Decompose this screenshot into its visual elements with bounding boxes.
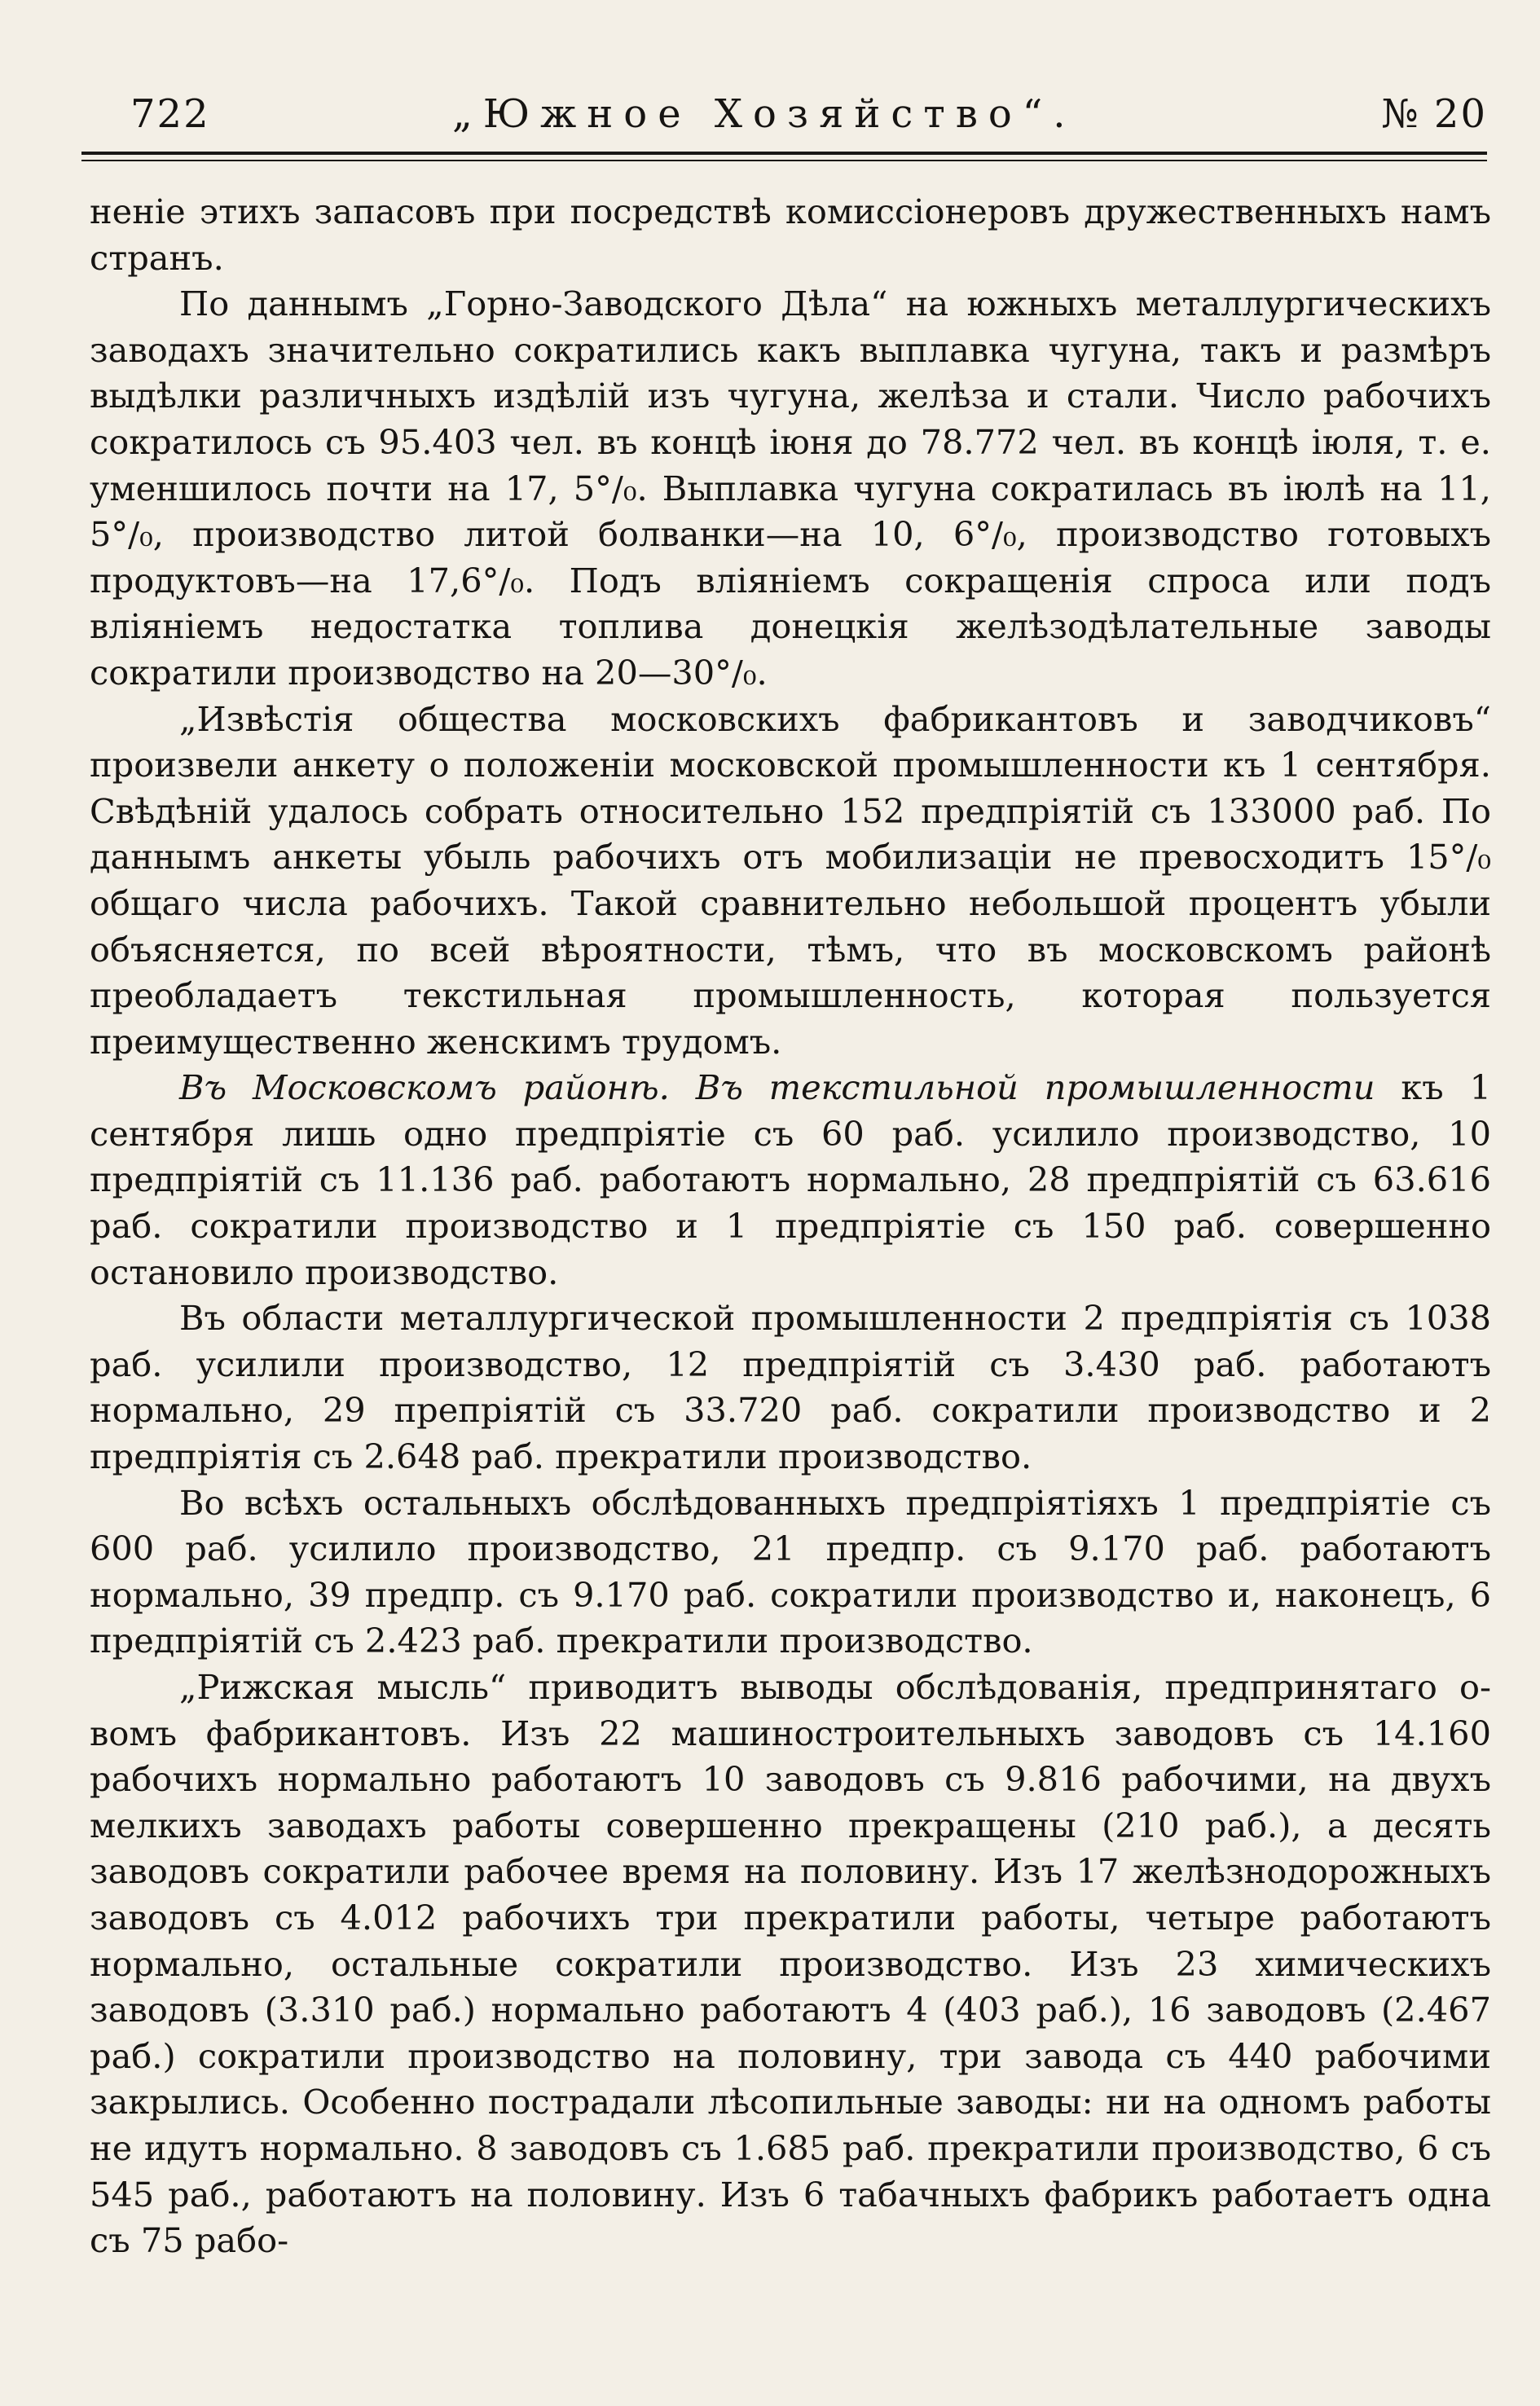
journal-title: „Южное Хозяйство“.: [452, 91, 1076, 137]
page-number: 722: [130, 91, 210, 137]
italic-lead-in: Въ Московскомъ районѣ. Въ текстильной промышленности: [179, 1067, 1375, 1108]
issue-number: № 20: [1381, 91, 1487, 137]
running-header: [81, 91, 1487, 150]
paragraph-text: къ 1 сентября лишь одно предпрiятiе съ 60 раб. усилило производство, 10 предпрiятiй съ 11.136 раб. работаютъ нормально, 28 предпрiятiй съ 63.616 раб. сократили производство и 1 предпрiятiе съ 150 раб. совершенно остановило производство.: [90, 1067, 1492, 1292]
paragraph: „Извѣстiя общества московскихъ фабрикантовъ и заводчиковъ“ произвели анкету о положенiи московской промышленности къ 1 сентября. Свѣдѣнiй удалось собрать относительно 152 предпрiятiй съ 133000 раб. По даннымъ анкеты убыль рабочихъ отъ мобилизацiи не превосходитъ 15°/₀ общаго числа рабочихъ. Такой сравнительно небольшой процентъ убыли объясняется, по всей вѣроятности, тѣмъ, что въ московскомъ районѣ преобладаетъ текстильная промышленность, которая пользуется преимущественно женскимъ трудомъ.: [90, 698, 1491, 1062]
paragraph: „Рижская мысль“ приводитъ выводы обслѣдованiя, предпринятаго о-вомъ фабрикантовъ. Изъ 22 машиностроительныхъ заводовъ съ 14.160 рабочихъ нормально работаютъ 10 заводовъ съ 9.816 рабочими, на двухъ мелкихъ заводахъ работы совершенно прекращены (210 раб.), а десять заводовъ сократили рабочее время на половину. Изъ 17 желѣзнодорожныхъ заводовъ съ 4.012 рабочихъ три прекратили работы, четыре работаютъ нормально, остальные сократили производство. Изъ 23 химическихъ заводовъ (3.310 раб.) нормально работаютъ 4 (403 раб.), 16 заводовъ (2.467 раб.) сократили производство на половину, три завода съ 440 рабочими закрылись. Особенно пострадали лѣсопильные заводы: ни на одномъ работы не идутъ нормально. 8 заводовъ съ 1.685 раб. прекратили производство, 6 съ 545 раб., работаютъ на половину. Изъ 6 табачныхъ фабрикъ работаетъ одна съ 75 рабо-: [90, 1667, 1491, 2261]
paragraph: Въ области металлургической промышленности 2 предпрiятiя съ 1038 раб. усилили производство, 12 предпрiятiй съ 3.430 раб. работаютъ нормально, 29 препрiятiй съ 33.720 раб. сократили производство и 2 предпрiятiя съ 2.648 раб. прекратили производство.: [90, 1298, 1491, 1477]
header-rule-thin: [81, 160, 1487, 161]
header-rule-thick: [81, 152, 1487, 155]
paragraph: По даннымъ „Горно-Заводского Дѣла“ на южныхъ металлургическихъ заводахъ значительно сократились какъ выплавка чугуна, такъ и размѣръ выдѣлки различныхъ издѣлiй изъ чугуна, желѣза и стали. Число рабочихъ сократилось съ 95.403 чел. въ концѣ iюня до 78.772 чел. въ концѣ iюля, т. е. уменшилось почти на 17, 5°/₀. Выплавка чугуна сократилась въ iюлѣ на 11, 5°/₀, производство литой болванки—на 10, 6°/₀, производство готовыхъ продуктовъ—на 17,6°/₀. Подъ влiянiемъ сокращенiя спроса или подъ влiянiемъ недостатка топлива донецкiя желѣзодѣлательные заводы сократили производство на 20—30°/₀.: [90, 284, 1491, 693]
paragraph: Во всѣхъ остальныхъ обслѣдованныхъ предпрiятiяхъ 1 предпрiятiе съ 600 раб. усилило производство, 21 предпр. съ 9.170 раб. работаютъ нормально, 39 предпр. съ 9.170 раб. сократили производство и, наконецъ, 6 предпрiятiй съ 2.423 раб. прекратили производство.: [90, 1482, 1491, 1661]
paragraph-moscow-district: [90, 1065, 1491, 1295]
paragraph: ненiе этихъ запасовъ при посредствѣ комиссiонеровъ дружественныхъ намъ странъ.: [90, 191, 1491, 278]
article-body: [90, 189, 1491, 2264]
